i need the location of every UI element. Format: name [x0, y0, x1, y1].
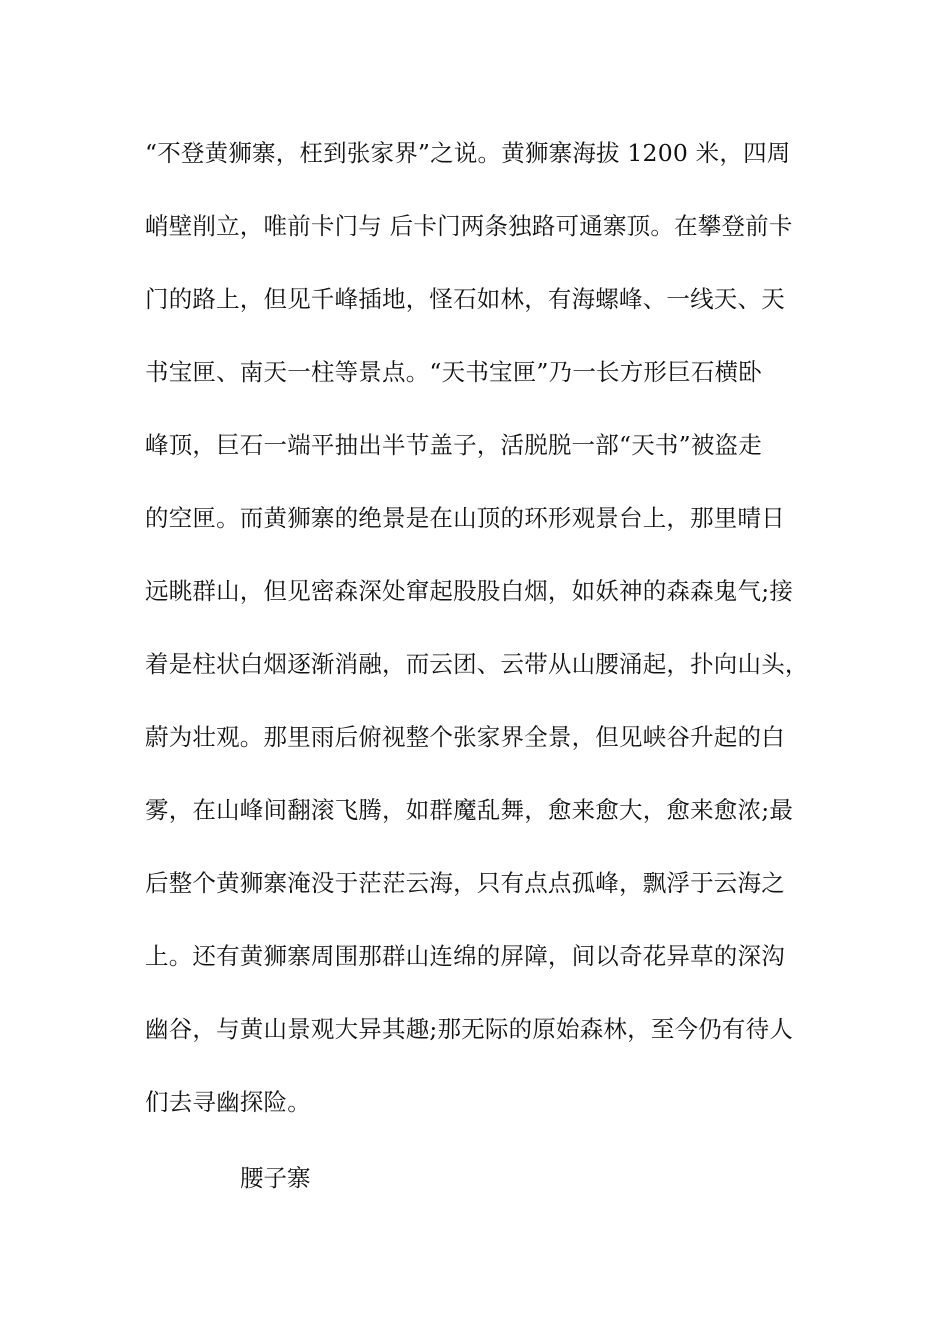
body-line-8: 着是柱状白烟逐渐消融，而云团、云带从山腰涌起，扑向山头， — [145, 650, 809, 678]
body-line-3: 门的路上，但见千峰插地，怪石如林，有海螺峰、一线天、天 — [145, 285, 785, 313]
body-line-12: 上。还有黄狮寨周围那群山连绵的屏障，间以奇花异草的深沟 — [145, 942, 785, 970]
body-line-4: 书宝匣、南天一柱等景点。“天书宝匣”乃一长方形巨石横卧 — [145, 358, 762, 386]
body-line-14: 们去寻幽探险。 — [145, 1088, 311, 1116]
body-line-9: 蔚为壮观。那里雨后俯视整个张家界全景，但见峡谷升起的白 — [145, 723, 785, 751]
section-heading: 腰子寨 — [240, 1164, 311, 1192]
body-line-1: “不登黄狮寨，枉到张家界”之说。黄狮寨海拔 1200 米，四周 — [145, 139, 791, 167]
body-line-10: 雾，在山峰间翻滚飞腾，如群魔乱舞，愈来愈大，愈来愈浓;最 — [145, 796, 794, 824]
body-line-11: 后整个黄狮寨淹没于茫茫云海，只有点点孤峰，飘浮于云海之 — [145, 869, 785, 897]
body-line-7: 远眺群山，但见密森深处窜起股股白烟，如妖神的森森鬼气;接 — [145, 577, 794, 605]
body-line-5: 峰顶，巨石一端平抽出半节盖子，活脱脱一部“天书”被盗走 — [145, 431, 762, 459]
body-line-6: 的空匣。而黄狮寨的绝景是在山顶的环形观景台上，那里晴日 — [145, 504, 785, 532]
body-line-13: 幽谷，与黄山景观大异其趣;那无际的原始森林，至今仍有待人 — [145, 1015, 794, 1043]
body-line-2: 峭壁削立，唯前卡门与 后卡门两条独路可通寨顶。在攀登前卡 — [145, 212, 793, 240]
